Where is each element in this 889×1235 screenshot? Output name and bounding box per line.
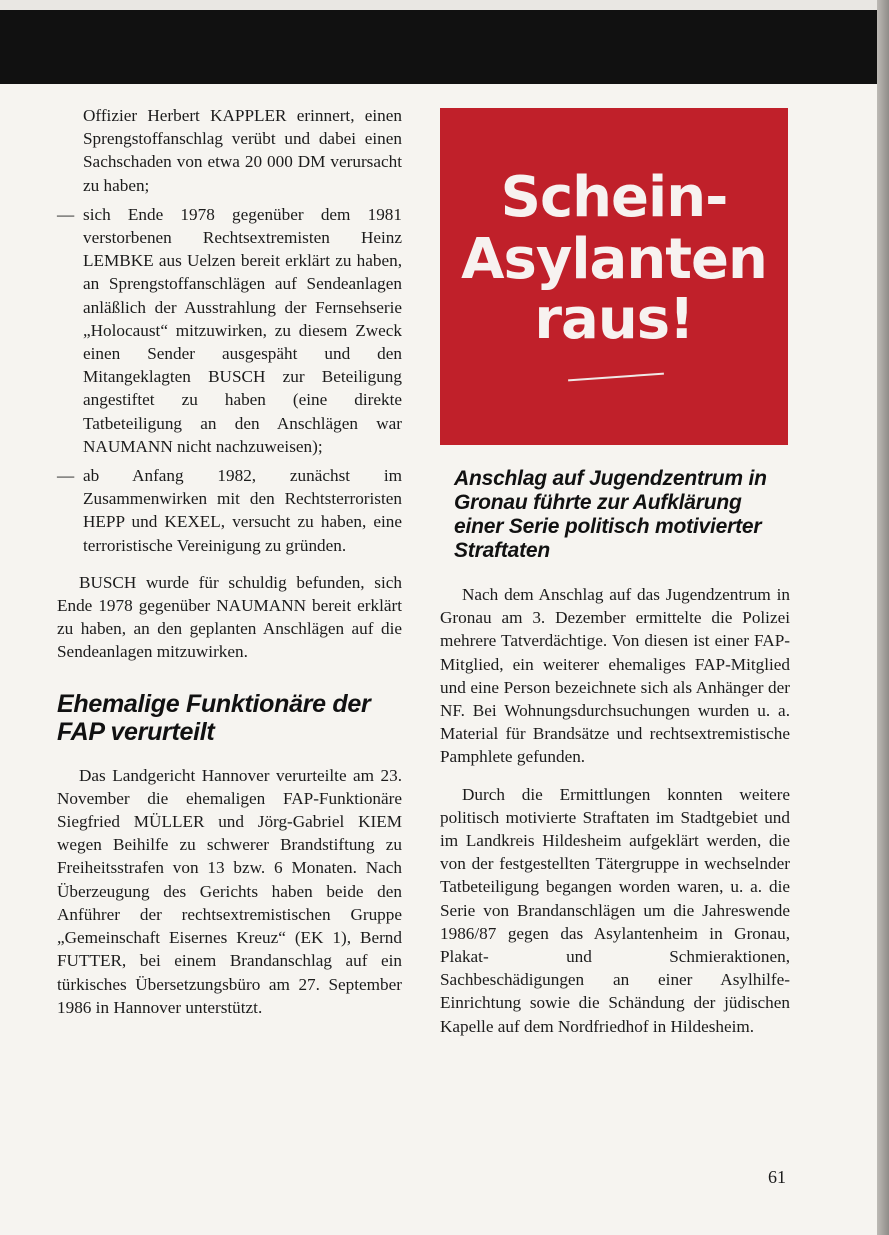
page-number: 61 (768, 1167, 786, 1187)
gronau-paragraph-2: Durch die Ermittlungen konnten weitere politisch motivierte Straftaten im Stadtgebiet und im Landkreis Hildesheim aufgeklärt werden, die von der festgestellten Tätergruppe in wechselnder Tatbeteiligung begangen worden waren, u. a. die Serie von Brandanschlägen um die Jahreswende 1986/87 gegen das Asylantenheim in Gronau, Plakat- und Schmieraktionen, Sachbeschädigungen an einer Asylhilfe-Einrichtung sowie die Schändung der jüdischen Kapelle auf dem Nordfriedhof in Hildesheim. (440, 784, 790, 1036)
left-column (57, 104, 402, 1019)
section-heading-fap: Ehemalige Funktionäre der FAP verurteilt (57, 689, 371, 746)
dash-bullet: — (57, 204, 75, 224)
list-item (57, 203, 402, 458)
section-heading-gronau: Anschlag auf Jugendzentrum in Gronau führte zur Aufklärung einer Serie politisch motivierter Straftaten (454, 467, 767, 562)
list-item-text: ab Anfang 1982, zunächst im Zusammenwirken mit den Rechtsterroristen HEPP und KEXEL, versucht zu haben, eine terroristische Vereinigung zu gründen. (83, 466, 402, 555)
page-edge-shadow (877, 0, 889, 1235)
poster-image (440, 108, 788, 445)
intro-paragraph: Offizier Herbert KAPPLER erinnert, einen Sprengstoffanschlag verübt und dabei einen Sachschaden von etwa 20 000 DM verursacht zu haben; (83, 106, 402, 195)
top-black-bar (0, 0, 889, 84)
poster-brush-stroke (568, 373, 664, 382)
poster-text-line: Schein- (500, 165, 728, 230)
busch-paragraph: BUSCH wurde für schuldig befunden, sich Ende 1978 gegenüber NAUMANN bereit erklärt zu haben, an den geplanten Anschlägen auf die Sendeanlagen mitzuwirken. (57, 572, 402, 662)
court-paragraph: Das Landgericht Hannover verurteilte am 23. November die ehemaligen FAP-Funktionäre Siegfried MÜLLER und Jörg-Gabriel KIEM wegen Beihilfe zu schwerer Brandstiftung zu Freiheitsstrafen von 13 bzw. 6 Monaten. Nach Überzeugung des Gerichts haben beide den Anführer der rechtsextremistischen Gruppe „Gemeinschaft Eisernes Kreuz“ (EK 1), Bernd FUTTER, bei einem Brandanschlag auf ein türkisches Übersetzungsbüro am 27. September 1986 in Hannover unterstützt. (57, 765, 402, 1017)
list-item (57, 464, 402, 557)
poster-text-line: Asylanten (461, 227, 767, 292)
right-column (440, 108, 790, 1038)
dash-bullet: — (57, 466, 75, 486)
list-item-text: sich Ende 1978 gegenüber dem 1981 verstorbenen Rechtsextremisten Heinz LEMBKE aus Uelzen bereit erklärt zu haben, an Sprengstoffanschlägen auf Sendeanlagen anläßlich der Ausstrahlung der Fernsehserie „Holocaust“ mitzuwirken, zu diesem Zweck einen Sender ausgespäht und den Mitangeklagten BUSCH zur Beteiligung angestiftet zu haben (eine direkte Tatbeteiligung an den Anschlägen war NAUMANN nicht nachzuweisen); (83, 204, 402, 456)
poster-text-line: raus! (534, 287, 694, 352)
gronau-paragraph-1: Nach dem Anschlag auf das Jugendzentrum in Gronau am 3. Dezember ermittelte die Polizei mehrere Tatverdächtige. Von diesen ist einer FAP-Mitglied, ein weiterer ehemaliges FAP-Mitglied und eine Person bezeichnete sich als Anhänger der NF. Bei Wohnungsdurchsuchungen wurden u. a. Material für Brandsätze und rechtsextremistische Pamphlete gefunden. (440, 585, 790, 767)
